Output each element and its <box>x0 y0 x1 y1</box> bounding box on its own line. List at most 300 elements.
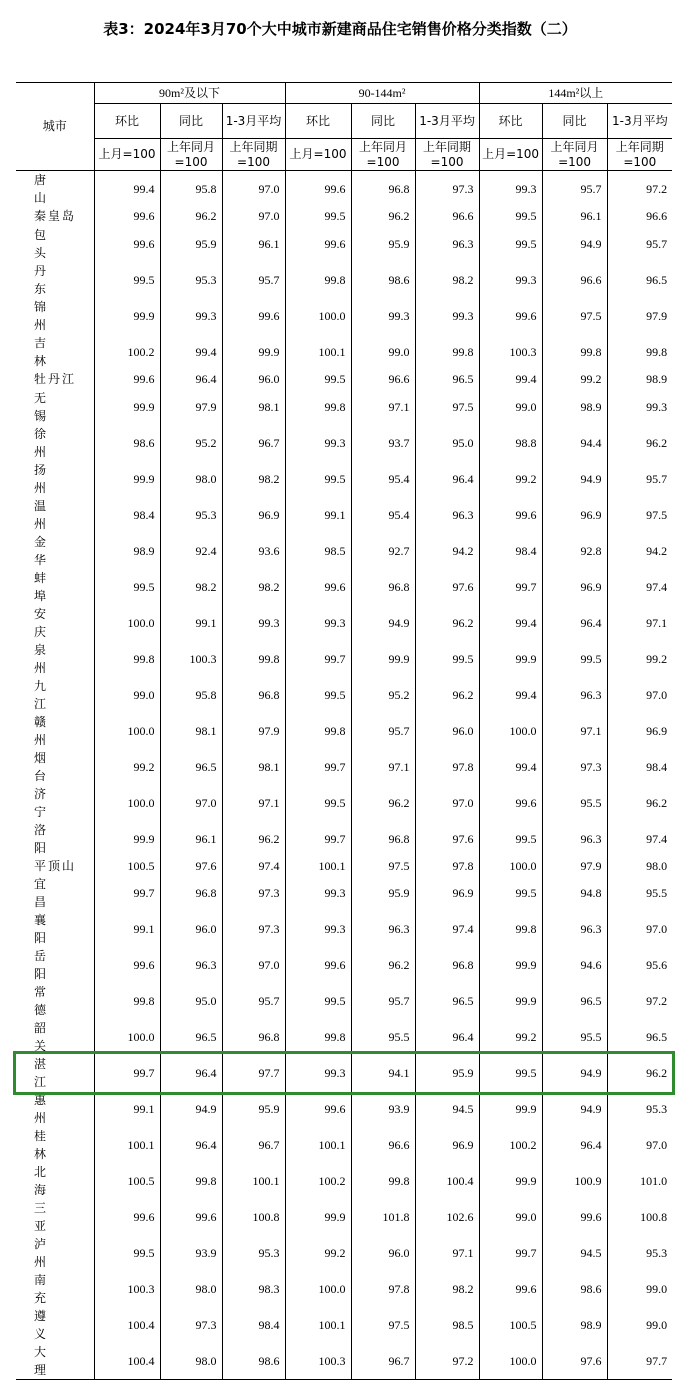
index-value: 100.3 <box>94 1271 160 1307</box>
table-row <box>16 569 672 605</box>
index-value: 98.5 <box>285 533 351 569</box>
index-value: 96.5 <box>415 983 479 1019</box>
index-value: 99.9 <box>94 461 160 497</box>
city-name: 温州 <box>16 497 94 533</box>
city-name: 韶关 <box>16 1019 94 1055</box>
index-value: 99.8 <box>94 983 160 1019</box>
city-name: 南充 <box>16 1271 94 1307</box>
index-value: 96.0 <box>222 370 285 389</box>
index-value: 98.9 <box>542 389 607 425</box>
index-value: 92.7 <box>351 533 415 569</box>
city-name: 岳阳 <box>16 947 94 983</box>
city-name: 赣州 <box>16 713 94 749</box>
table-row <box>16 857 672 876</box>
index-value: 99.7 <box>94 875 160 911</box>
index-value: 99.5 <box>285 785 351 821</box>
index-value: 100.9 <box>542 1163 607 1199</box>
index-value: 100.0 <box>479 713 542 749</box>
index-value: 98.4 <box>607 749 672 785</box>
index-value: 94.9 <box>542 461 607 497</box>
index-value: 99.0 <box>94 677 160 713</box>
index-value: 94.6 <box>542 947 607 983</box>
index-value: 99.5 <box>285 461 351 497</box>
index-value: 96.5 <box>607 262 672 298</box>
index-value: 96.8 <box>222 1019 285 1055</box>
index-value: 92.4 <box>160 533 222 569</box>
index-value: 99.8 <box>285 1019 351 1055</box>
table-row <box>16 425 672 461</box>
index-value: 96.2 <box>160 207 222 226</box>
index-value: 100.0 <box>479 857 542 876</box>
index-value: 97.7 <box>222 1055 285 1091</box>
index-value: 95.3 <box>160 497 222 533</box>
index-value: 98.2 <box>160 569 222 605</box>
city-name: 宜昌 <box>16 875 94 911</box>
index-value: 95.5 <box>607 875 672 911</box>
yoy-base: 上年同月=100 <box>160 139 222 171</box>
city-name: 泉州 <box>16 641 94 677</box>
price-index-table <box>16 82 672 1380</box>
index-value: 99.8 <box>542 334 607 370</box>
index-value: 93.7 <box>351 425 415 461</box>
city-name: 秦皇岛 <box>16 207 94 226</box>
index-value: 96.7 <box>351 1343 415 1380</box>
index-value: 96.4 <box>415 1019 479 1055</box>
index-value: 96.3 <box>542 911 607 947</box>
table-row <box>16 370 672 389</box>
table-row <box>16 461 672 497</box>
city-name: 扬州 <box>16 461 94 497</box>
index-value: 99.6 <box>285 569 351 605</box>
index-value: 97.1 <box>415 1235 479 1271</box>
index-value: 99.5 <box>479 821 542 857</box>
index-value: 96.4 <box>415 461 479 497</box>
index-value: 99.1 <box>160 605 222 641</box>
city-name: 金华 <box>16 533 94 569</box>
city-name: 桂林 <box>16 1127 94 1163</box>
table-row <box>16 1271 672 1307</box>
city-name: 锦州 <box>16 298 94 334</box>
index-value: 98.6 <box>542 1271 607 1307</box>
index-value: 96.6 <box>607 207 672 226</box>
index-value: 99.9 <box>479 641 542 677</box>
index-value: 99.6 <box>94 207 160 226</box>
table-row <box>16 533 672 569</box>
table-row <box>16 749 672 785</box>
index-value: 98.0 <box>160 1343 222 1380</box>
index-value: 99.4 <box>479 370 542 389</box>
city-name: 遵义 <box>16 1307 94 1343</box>
index-value: 100.0 <box>285 1271 351 1307</box>
table-row <box>16 1307 672 1343</box>
index-value: 99.9 <box>351 641 415 677</box>
index-value: 99.5 <box>542 641 607 677</box>
index-value: 97.4 <box>415 911 479 947</box>
index-value: 99.3 <box>479 262 542 298</box>
index-value: 99.7 <box>285 821 351 857</box>
index-value: 96.9 <box>222 497 285 533</box>
index-value: 95.4 <box>351 461 415 497</box>
index-value: 95.3 <box>607 1091 672 1127</box>
index-value: 97.4 <box>607 821 672 857</box>
index-value: 99.3 <box>479 171 542 208</box>
index-value: 97.2 <box>415 1343 479 1380</box>
index-value: 97.8 <box>415 857 479 876</box>
index-value: 100.0 <box>285 298 351 334</box>
index-value: 96.3 <box>542 677 607 713</box>
group-header-large: 144m²以上 <box>479 83 672 104</box>
index-value: 96.4 <box>160 1055 222 1091</box>
index-value: 99.6 <box>94 1199 160 1235</box>
index-value: 96.1 <box>542 207 607 226</box>
table-row <box>16 1091 672 1127</box>
index-value: 99.5 <box>479 875 542 911</box>
index-value: 99.3 <box>285 425 351 461</box>
index-value: 99.9 <box>479 1163 542 1199</box>
mom-header: 环比 <box>285 104 351 139</box>
table-row <box>16 713 672 749</box>
index-value: 99.8 <box>351 1163 415 1199</box>
index-value: 99.8 <box>415 334 479 370</box>
index-value: 94.1 <box>351 1055 415 1091</box>
index-value: 97.5 <box>542 298 607 334</box>
index-value: 99.5 <box>94 569 160 605</box>
index-value: 100.0 <box>94 1019 160 1055</box>
index-value: 100.0 <box>94 713 160 749</box>
index-value: 97.6 <box>415 569 479 605</box>
table-row <box>16 262 672 298</box>
index-value: 98.2 <box>415 262 479 298</box>
index-value: 96.3 <box>351 911 415 947</box>
city-name: 徐州 <box>16 425 94 461</box>
index-value: 96.9 <box>415 875 479 911</box>
index-value: 96.2 <box>351 947 415 983</box>
index-value: 99.8 <box>94 641 160 677</box>
index-value: 95.9 <box>415 1055 479 1091</box>
mom-base: 上月=100 <box>479 139 542 171</box>
index-value: 99.9 <box>94 298 160 334</box>
index-value: 96.8 <box>351 569 415 605</box>
city-name: 惠州 <box>16 1091 94 1127</box>
index-value: 95.7 <box>351 983 415 1019</box>
index-value: 95.7 <box>542 171 607 208</box>
index-value: 98.1 <box>222 389 285 425</box>
mom-header: 环比 <box>479 104 542 139</box>
table-row <box>16 226 672 262</box>
index-value: 100.0 <box>94 605 160 641</box>
index-value: 99.6 <box>94 226 160 262</box>
city-name: 蚌埠 <box>16 569 94 605</box>
table-row <box>16 605 672 641</box>
index-value: 94.5 <box>415 1091 479 1127</box>
index-value: 98.2 <box>222 569 285 605</box>
index-value: 99.6 <box>285 226 351 262</box>
index-value: 99.6 <box>479 497 542 533</box>
index-value: 99.3 <box>285 875 351 911</box>
table-row <box>16 1343 672 1380</box>
index-value: 100.1 <box>94 1127 160 1163</box>
index-value: 96.6 <box>542 262 607 298</box>
index-value: 99.7 <box>479 569 542 605</box>
index-value: 99.5 <box>285 370 351 389</box>
index-value: 101.0 <box>607 1163 672 1199</box>
index-value: 99.3 <box>285 605 351 641</box>
index-value: 96.8 <box>415 947 479 983</box>
index-value: 97.9 <box>222 713 285 749</box>
index-value: 100.5 <box>94 1163 160 1199</box>
table-row <box>16 1019 672 1055</box>
city-name: 安庆 <box>16 605 94 641</box>
index-value: 99.3 <box>222 605 285 641</box>
index-value: 96.5 <box>415 370 479 389</box>
index-value: 100.3 <box>479 334 542 370</box>
index-value: 97.6 <box>542 1343 607 1380</box>
index-value: 98.4 <box>94 497 160 533</box>
index-value: 99.5 <box>94 262 160 298</box>
index-value: 97.0 <box>222 947 285 983</box>
index-value: 99.6 <box>285 1091 351 1127</box>
index-value: 100.3 <box>285 1343 351 1380</box>
index-value: 99.6 <box>285 947 351 983</box>
index-value: 96.2 <box>607 785 672 821</box>
table-row <box>16 1199 672 1235</box>
city-name: 牡丹江 <box>16 370 94 389</box>
index-value: 99.2 <box>542 370 607 389</box>
index-value: 96.6 <box>415 207 479 226</box>
index-value: 99.7 <box>94 1055 160 1091</box>
index-value: 99.5 <box>285 983 351 1019</box>
city-name: 洛阳 <box>16 821 94 857</box>
index-value: 96.5 <box>607 1019 672 1055</box>
group-header-small: 90m²及以下 <box>94 83 285 104</box>
index-value: 97.8 <box>415 749 479 785</box>
yoy-base: 上年同月=100 <box>351 139 415 171</box>
index-value: 95.9 <box>222 1091 285 1127</box>
city-name: 三亚 <box>16 1199 94 1235</box>
city-name: 丹东 <box>16 262 94 298</box>
index-value: 99.5 <box>94 1235 160 1271</box>
index-value: 97.1 <box>351 389 415 425</box>
index-value: 99.8 <box>607 334 672 370</box>
index-value: 97.5 <box>415 389 479 425</box>
index-value: 95.3 <box>607 1235 672 1271</box>
city-name: 平顶山 <box>16 857 94 876</box>
index-value: 98.0 <box>160 461 222 497</box>
index-value: 99.1 <box>94 1091 160 1127</box>
index-value: 96.7 <box>222 425 285 461</box>
city-name: 烟台 <box>16 749 94 785</box>
index-value: 96.9 <box>607 713 672 749</box>
index-value: 99.2 <box>479 1019 542 1055</box>
index-value: 96.9 <box>542 497 607 533</box>
table-row <box>16 207 672 226</box>
table-row <box>16 171 672 208</box>
index-value: 98.6 <box>351 262 415 298</box>
table-row <box>16 298 672 334</box>
index-value: 99.1 <box>94 911 160 947</box>
index-value: 94.8 <box>542 875 607 911</box>
index-value: 98.3 <box>222 1271 285 1307</box>
index-value: 95.9 <box>351 875 415 911</box>
index-value: 98.2 <box>222 461 285 497</box>
index-value: 99.6 <box>479 298 542 334</box>
index-value: 97.6 <box>415 821 479 857</box>
index-value: 96.3 <box>415 497 479 533</box>
index-value: 95.4 <box>351 497 415 533</box>
city-name: 泸州 <box>16 1235 94 1271</box>
index-value: 98.1 <box>160 713 222 749</box>
index-value: 97.2 <box>607 983 672 1019</box>
index-value: 94.4 <box>542 425 607 461</box>
city-name: 包头 <box>16 226 94 262</box>
index-value: 97.4 <box>607 569 672 605</box>
table-row <box>16 1055 672 1091</box>
index-value: 99.6 <box>542 1199 607 1235</box>
index-value: 97.3 <box>415 171 479 208</box>
index-value: 94.9 <box>542 1091 607 1127</box>
index-value: 99.9 <box>94 821 160 857</box>
index-value: 95.3 <box>160 262 222 298</box>
table-row <box>16 641 672 677</box>
group-header-medium: 90-144m² <box>285 83 479 104</box>
index-value: 97.1 <box>542 713 607 749</box>
yoy-base: 上年同月=100 <box>542 139 607 171</box>
city-name: 北海 <box>16 1163 94 1199</box>
index-value: 95.7 <box>607 226 672 262</box>
index-value: 99.9 <box>285 1199 351 1235</box>
index-value: 95.2 <box>160 425 222 461</box>
index-value: 98.4 <box>479 533 542 569</box>
table-body <box>16 171 672 1380</box>
index-value: 98.0 <box>160 1271 222 1307</box>
index-value: 99.2 <box>607 641 672 677</box>
table-row <box>16 911 672 947</box>
table-row <box>16 821 672 857</box>
index-value: 97.1 <box>351 749 415 785</box>
index-value: 100.8 <box>607 1199 672 1235</box>
index-value: 97.3 <box>160 1307 222 1343</box>
avg-base: 上年同期=100 <box>222 139 285 171</box>
table-row <box>16 1163 672 1199</box>
index-value: 99.1 <box>285 497 351 533</box>
index-value: 95.9 <box>351 226 415 262</box>
index-value: 98.1 <box>222 749 285 785</box>
index-value: 95.5 <box>542 785 607 821</box>
city-name: 济宁 <box>16 785 94 821</box>
index-value: 100.2 <box>94 334 160 370</box>
index-value: 99.6 <box>285 171 351 208</box>
index-value: 100.8 <box>222 1199 285 1235</box>
index-value: 95.0 <box>160 983 222 1019</box>
index-value: 94.9 <box>542 226 607 262</box>
index-value: 97.7 <box>607 1343 672 1380</box>
yoy-header: 同比 <box>542 104 607 139</box>
index-value: 96.1 <box>160 821 222 857</box>
index-value: 95.7 <box>351 713 415 749</box>
index-value: 99.6 <box>94 370 160 389</box>
index-value: 94.2 <box>607 533 672 569</box>
index-value: 96.2 <box>607 425 672 461</box>
table-row <box>16 497 672 533</box>
index-value: 100.1 <box>222 1163 285 1199</box>
index-value: 99.5 <box>285 207 351 226</box>
index-value: 98.6 <box>222 1343 285 1380</box>
index-value: 99.2 <box>285 1235 351 1271</box>
index-value: 99.3 <box>160 298 222 334</box>
index-value: 96.0 <box>351 1235 415 1271</box>
index-value: 98.2 <box>415 1271 479 1307</box>
index-value: 97.0 <box>222 171 285 208</box>
index-value: 96.3 <box>542 821 607 857</box>
index-value: 99.9 <box>479 947 542 983</box>
index-value: 96.2 <box>351 207 415 226</box>
index-value: 95.2 <box>351 677 415 713</box>
index-value: 99.4 <box>94 171 160 208</box>
city-name: 襄阳 <box>16 911 94 947</box>
index-value: 96.4 <box>160 370 222 389</box>
index-value: 98.5 <box>415 1307 479 1343</box>
index-value: 96.3 <box>160 947 222 983</box>
index-value: 96.0 <box>415 713 479 749</box>
index-value: 94.2 <box>415 533 479 569</box>
index-value: 96.8 <box>222 677 285 713</box>
index-value: 99.6 <box>479 785 542 821</box>
index-value: 97.0 <box>415 785 479 821</box>
city-name: 吉林 <box>16 334 94 370</box>
index-value: 98.0 <box>607 857 672 876</box>
index-value: 98.6 <box>94 425 160 461</box>
table-row <box>16 947 672 983</box>
index-value: 96.6 <box>351 1127 415 1163</box>
index-value: 96.9 <box>415 1127 479 1163</box>
index-value: 96.0 <box>160 911 222 947</box>
avg-header: 1-3月平均 <box>222 104 285 139</box>
index-value: 99.7 <box>285 641 351 677</box>
index-value: 100.4 <box>94 1307 160 1343</box>
index-value: 100.3 <box>160 641 222 677</box>
index-value: 94.9 <box>542 1055 607 1091</box>
city-name: 九江 <box>16 677 94 713</box>
index-value: 99.8 <box>285 713 351 749</box>
page-title: 表3：2024年3月70个大中城市新建商品住宅销售价格分类指数（二） <box>103 20 577 38</box>
city-name: 常德 <box>16 983 94 1019</box>
index-value: 97.5 <box>351 857 415 876</box>
index-value: 97.0 <box>607 1127 672 1163</box>
index-value: 99.8 <box>222 641 285 677</box>
table-row <box>16 785 672 821</box>
index-value: 96.1 <box>222 226 285 262</box>
index-value: 96.2 <box>415 677 479 713</box>
index-value: 101.8 <box>351 1199 415 1235</box>
avg-base: 上年同期=100 <box>607 139 672 171</box>
index-value: 95.5 <box>542 1019 607 1055</box>
table-row <box>16 983 672 1019</box>
index-value: 102.6 <box>415 1199 479 1235</box>
index-value: 96.2 <box>607 1055 672 1091</box>
index-value: 96.9 <box>542 569 607 605</box>
index-value: 97.0 <box>160 785 222 821</box>
index-value: 95.6 <box>607 947 672 983</box>
index-value: 99.5 <box>415 641 479 677</box>
index-value: 96.5 <box>542 983 607 1019</box>
table-row <box>16 677 672 713</box>
index-value: 96.2 <box>222 821 285 857</box>
index-value: 94.9 <box>160 1091 222 1127</box>
index-value: 97.9 <box>160 389 222 425</box>
index-value: 99.2 <box>94 749 160 785</box>
index-value: 99.0 <box>607 1307 672 1343</box>
mom-base: 上月=100 <box>94 139 160 171</box>
